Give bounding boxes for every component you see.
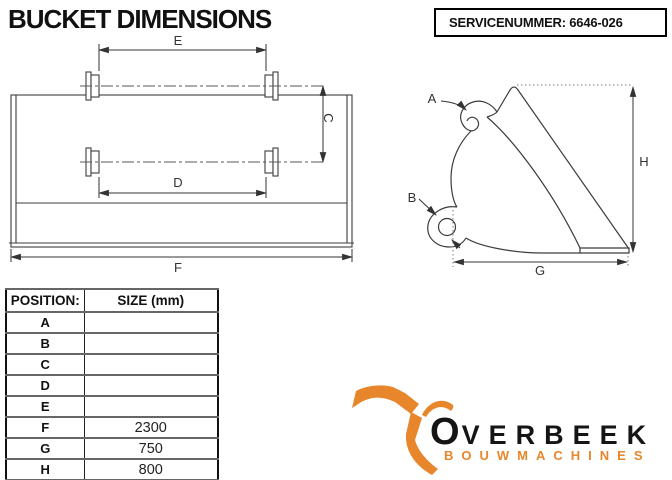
logo-name	[430, 413, 672, 451]
mounting-pins	[86, 72, 278, 176]
dimension-label-g: G	[534, 263, 546, 278]
pin-centerlines	[80, 86, 326, 162]
column-header-size: SIZE (mm)	[84, 289, 218, 312]
dimension-label-d: D	[173, 175, 183, 190]
size-cell	[84, 312, 218, 333]
size-cell	[84, 375, 218, 396]
size-cell	[84, 354, 218, 375]
table-row	[6, 459, 218, 480]
table-header-row	[6, 289, 218, 312]
table-row	[6, 438, 218, 459]
dimension-label-c: C	[321, 113, 336, 123]
dimension-label-f: F	[174, 260, 182, 275]
page-title: BUCKET DIMENSIONS	[8, 4, 272, 34]
logo-subtitle: BOUWMACHINES	[444, 448, 651, 463]
position-cell: B	[6, 333, 84, 354]
logo-initial: O	[430, 411, 460, 453]
table-row	[6, 375, 218, 396]
position-cell: H	[6, 459, 84, 480]
position-cell: E	[6, 396, 84, 417]
construction-dotted-lines	[453, 85, 632, 267]
service-number-label: SERVICENUMMER: 6646-026	[449, 15, 623, 30]
position-cell: C	[6, 354, 84, 375]
label-a-leader	[441, 101, 466, 110]
table-row	[6, 333, 218, 354]
dimension-label-b: B	[407, 190, 417, 205]
position-cell: D	[6, 375, 84, 396]
front-view-drawing	[9, 44, 354, 262]
dimension-label-h: H	[639, 154, 649, 169]
label-b-leader	[419, 199, 436, 215]
column-header-position: POSITION:	[6, 289, 84, 312]
side-view-drawing	[419, 85, 633, 267]
dimension-label-a: A	[427, 91, 437, 106]
position-cell: G	[6, 438, 84, 459]
table-row	[6, 354, 218, 375]
size-cell: 750	[84, 438, 218, 459]
dimension-label-e: E	[173, 33, 183, 48]
table-row	[6, 312, 218, 333]
dimensions-table	[5, 288, 219, 480]
size-cell	[84, 396, 218, 417]
size-cell: 800	[84, 459, 218, 480]
size-cell: 2300	[84, 417, 218, 438]
logo-name-rest: VERBEEK	[461, 420, 656, 450]
position-cell: F	[6, 417, 84, 438]
dimension-e-lines	[99, 44, 266, 71]
position-cell: A	[6, 312, 84, 333]
table-row	[6, 396, 218, 417]
logo	[430, 413, 672, 463]
table-row	[6, 417, 218, 438]
size-cell	[84, 333, 218, 354]
